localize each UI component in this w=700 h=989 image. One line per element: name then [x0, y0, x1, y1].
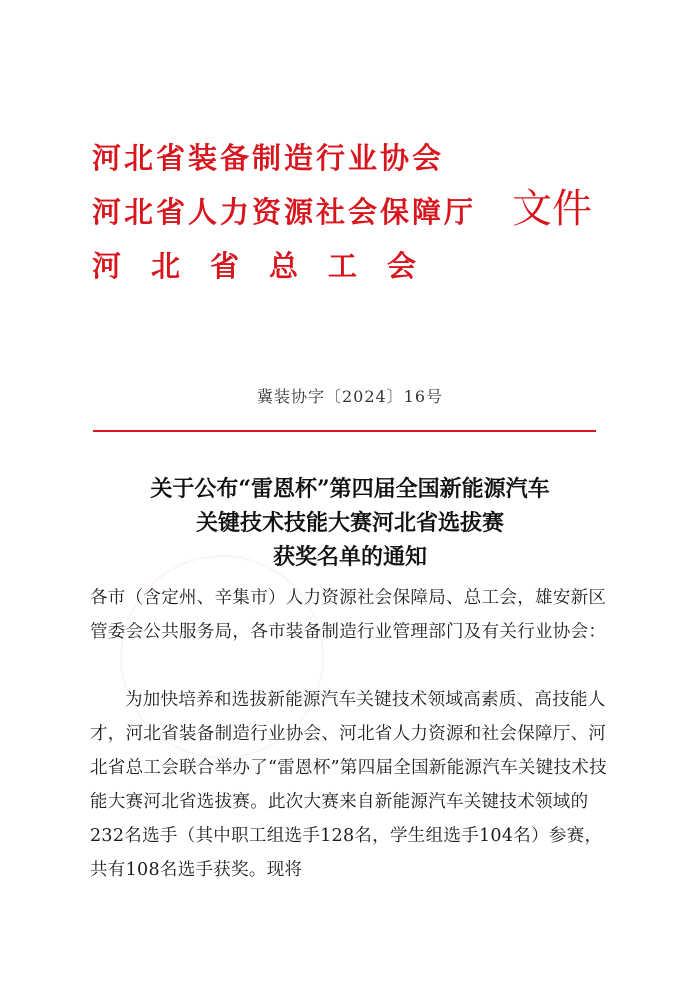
org-equipment-association: 河北省装备制造行业协会 [92, 141, 445, 175]
document-number: 冀装协字〔2024〕16号 [256, 387, 444, 406]
document-type-label: 文件 [512, 186, 592, 232]
title-line-3: 获奖名单的通知 [272, 544, 427, 570]
org-human-resources-department: 河北省人力资源社会保障厅 [92, 195, 477, 229]
addressee-paragraph: 各市（含定州、辛集市）人力资源社会保障局、总工会，雄安新区管委会公共服务局，各市装备制造行业管理部门及有关行业协会： [90, 588, 607, 642]
title-line-2: 关键技术技能大赛河北省选拔赛 [195, 510, 504, 536]
document-title [0, 472, 700, 574]
title-line-1: 关于公布“雷恩杯”第四届全国新能源汽车 [150, 476, 550, 502]
org-federation-of-trade-unions: 河北省总工会 [92, 249, 447, 283]
red-divider-line [93, 430, 596, 432]
body-paragraph-1: 为加快培养和选拔新能源汽车关键技术领域高素质、高技能人才，河北省装备制造行业协会、河北省人力资源和社会保障厅、河北省总工会联合举办了“雷恩杯”第四届全国新能源汽车关键技术技能大赛河北省选拔赛。此次大赛来自新能源汽车关键技术领域的232名选手（其中职工组选手128名，学生组选手104名）参赛，共有108名选手获奖。现将 [90, 690, 607, 880]
